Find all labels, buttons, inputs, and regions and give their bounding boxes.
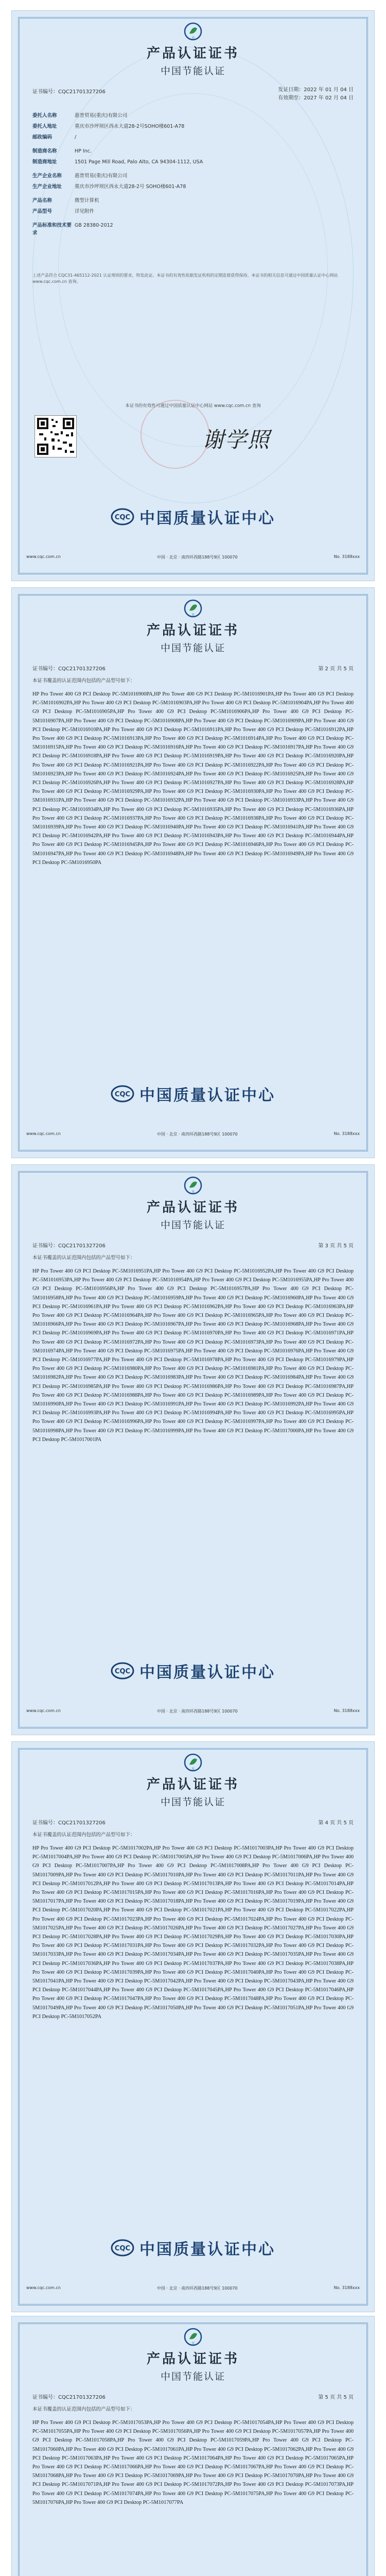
cqc-logo-icon	[111, 507, 134, 526]
page-subtitle: 中国节能认证	[160, 65, 225, 77]
svg-text:CQC: CQC	[114, 2245, 131, 2252]
cqc-logo-icon	[111, 1084, 134, 1103]
model-list: HP Pro Tower 400 G9 PCI Desktop PC-5M1016900PA,HP Pro Tower 400 G9 PCI Desktop PC-5M1016901PA,HP Pro Tower 400 G9 PCI Desktop PC-5M1016902PA,HP Pro Tower 400 G9 PCI Desktop PC-5M1016903PA,HP Pro Tower 400 G9 PCI Desktop PC-5M1016904PA,HP Pro Tower 400 G9 PCI Desktop PC-5M1016905PA,HP Pro Tower 400 G9 PCI Desktop PC-5M1016906PA,HP Pro Tower 400 G9 PCI Desktop PC-5M1016907PA,HP Pro Tower 400 G9 PCI Desktop PC-5M1016908PA,HP Pro Tower 400 G9 PCI Desktop PC-5M1016909PA,HP Pro Tower 400 G9 PCI Desktop PC-5M1016910PA,HP Pro Tower 400 G9 PCI Desktop PC-5M1016911PA,HP Pro Tower 400 G9 PCI Desktop PC-5M1016912PA,HP Pro Tower 400 G9 PCI Desktop PC-5M1016913PA,HP Pro Tower 400 G9 PCI Desktop PC-5M1016914PA,HP Pro Tower 400 G9 PCI Desktop PC-5M1016915PA,HP Pro Tower 400 G9 PCI Desktop PC-5M1016916PA,HP Pro Tower 400 G9 PCI Desktop PC-5M1016917PA,HP Pro Tower 400 G9 PCI Desktop PC-5M1016918PA,HP Pro Tower 400 G9 PCI Desktop PC-5M1016919PA,HP Pro Tower 400 G9 PCI Desktop PC-5M1016920PA,HP Pro Tower 400 G9 PCI Desktop PC-5M1016921PA,HP Pro Tower 400 G9 PCI Desktop PC-5M1016922PA,HP Pro Tower 400 G9 PCI Desktop PC-5M1016923PA,HP Pro Tower 400 G9 PCI Desktop PC-5M1016924PA,HP Pro Tower 400 G9 PCI Desktop PC-5M1016925PA,HP Pro Tower 400 G9 PCI Desktop PC-5M1016926PA,HP Pro Tower 400 G9 PCI Desktop PC-5M1016927PA,HP Pro Tower 400 G9 PCI Desktop PC-5M1016928PA,HP Pro Tower 400 G9 PCI Desktop PC-5M1016929PA,HP Pro Tower 400 G9 PCI Desktop PC-5M1016930PA,HP Pro Tower 400 G9 PCI Desktop PC-5M1016931PA,HP Pro Tower 400 G9 PCI Desktop PC-5M1016932PA,HP Pro Tower 400 G9 PCI Desktop PC-5M1016933PA,HP Pro Tower 400 G9 PCI Desktop PC-5M1016934PA,HP Pro Tower 400 G9 PCI Desktop PC-5M1016935PA,HP Pro Tower 400 G9 PCI Desktop PC-5M1016936PA,HP Pro Tower 400 G9 PCI Desktop PC-5M1016937PA,HP Pro Tower 400 G9 PCI Desktop PC-5M1016938PA,HP Pro Tower 400 G9 PCI Desktop PC-5M1016939PA,HP Pro Tower 400 G9 PCI Desktop PC-5M1016940PA,HP Pro Tower 400 G9 PCI Desktop PC-5M1016941PA,HP Pro Tower 400 G9 PCI Desktop PC-5M1016942PA,HP Pro Tower 400 G9 PCI Desktop PC-5M1016943PA,HP Pro Tower 400 G9 PCI Desktop PC-5M1016944PA,HP Pro Tower 400 G9 PCI Desktop PC-5M1016945PA,HP Pro Tower 400 G9 PCI Desktop PC-5M1016946PA,HP Pro Tower 400 G9 PCI Desktop PC-5M1016947PA,HP Pro Tower 400 G9 PCI Desktop PC-5M1016948PA,HP Pro Tower 400 G9 PCI Desktop PC-5M1016949PA,HP Pro Tower 400 G9 PCI Desktop PC-5M1016950PA	[32, 691, 354, 866]
page-footer	[26, 2285, 360, 2291]
footer-website: www.cqc.com.cn	[26, 1708, 61, 1713]
issue-date	[278, 86, 354, 94]
page-number: 第 4 页 共 5 页	[318, 1820, 354, 1826]
field-value: HP Inc.	[75, 148, 92, 154]
certificate-number	[32, 1241, 106, 1249]
certificate-page-4	[11, 1741, 375, 2312]
page-title: 产品认证证书	[146, 2351, 239, 2367]
footer-serial: No. 3188xxx	[334, 1131, 360, 1136]
certificate-number-value: CQC21701327206	[58, 89, 106, 95]
field-value: 微型计算机	[75, 198, 99, 204]
field-label: 生产企业地址	[32, 184, 62, 190]
cqc-brand	[12, 1658, 374, 1683]
official-seal	[141, 400, 209, 469]
certificate-number-label: 证书编号：	[32, 1820, 58, 1826]
field-value: 重庆市沙坪坝区西永大道28-2号SOHO楼601-A78	[75, 124, 185, 129]
model-list: HP Pro Tower 400 G9 PCI Desktop PC-5M1016951PA,HP Pro Tower 400 G9 PCI Desktop PC-5M1016952PA,HP Pro Tower 400 G9 PCI Desktop PC-5M1016953PA,HP Pro Tower 400 G9 PCI Desktop PC-5M1016954PA,HP Pro Tower 400 G9 PCI Desktop PC-5M1016955PA,HP Pro Tower 400 G9 PCI Desktop PC-5M1016956PA,HP Pro Tower 400 G9 PCI Desktop PC-5M1016957PA,HP Pro Tower 400 G9 PCI Desktop PC-5M1016958PA,HP Pro Tower 400 G9 PCI Desktop PC-5M1016959PA,HP Pro Tower 400 G9 PCI Desktop PC-5M1016960PA,HP Pro Tower 400 G9 PCI Desktop PC-5M1016961PA,HP Pro Tower 400 G9 PCI Desktop PC-5M1016962PA,HP Pro Tower 400 G9 PCI Desktop PC-5M1016963PA,HP Pro Tower 400 G9 PCI Desktop PC-5M1016964PA,HP Pro Tower 400 G9 PCI Desktop PC-5M1016965PA,HP Pro Tower 400 G9 PCI Desktop PC-5M1016966PA,HP Pro Tower 400 G9 PCI Desktop PC-5M1016967PA,HP Pro Tower 400 G9 PCI Desktop PC-5M1016968PA,HP Pro Tower 400 G9 PCI Desktop PC-5M1016969PA,HP Pro Tower 400 G9 PCI Desktop PC-5M1016970PA,HP Pro Tower 400 G9 PCI Desktop PC-5M1016971PA,HP Pro Tower 400 G9 PCI Desktop PC-5M1016972PA,HP Pro Tower 400 G9 PCI Desktop PC-5M1016973PA,HP Pro Tower 400 G9 PCI Desktop PC-5M1016974PA,HP Pro Tower 400 G9 PCI Desktop PC-5M1016975PA,HP Pro Tower 400 G9 PCI Desktop PC-5M1016976PA,HP Pro Tower 400 G9 PCI Desktop PC-5M1016977PA,HP Pro Tower 400 G9 PCI Desktop PC-5M1016978PA,HP Pro Tower 400 G9 PCI Desktop PC-5M1016979PA,HP Pro Tower 400 G9 PCI Desktop PC-5M1016980PA,HP Pro Tower 400 G9 PCI Desktop PC-5M1016981PA,HP Pro Tower 400 G9 PCI Desktop PC-5M1016982PA,HP Pro Tower 400 G9 PCI Desktop PC-5M1016983PA,HP Pro Tower 400 G9 PCI Desktop PC-5M1016984PA,HP Pro Tower 400 G9 PCI Desktop PC-5M1016985PA,HP Pro Tower 400 G9 PCI Desktop PC-5M1016986PA,HP Pro Tower 400 G9 PCI Desktop PC-5M1016987PA,HP Pro Tower 400 G9 PCI Desktop PC-5M1016988PA,HP Pro Tower 400 G9 PCI Desktop PC-5M1016989PA,HP Pro Tower 400 G9 PCI Desktop PC-5M1016990PA,HP Pro Tower 400 G9 PCI Desktop PC-5M1016991PA,HP Pro Tower 400 G9 PCI Desktop PC-5M1016992PA,HP Pro Tower 400 G9 PCI Desktop PC-5M1016993PA,HP Pro Tower 400 G9 PCI Desktop PC-5M1016994PA,HP Pro Tower 400 G9 PCI Desktop PC-5M1016995PA,HP Pro Tower 400 G9 PCI Desktop PC-5M1016996PA,HP Pro Tower 400 G9 PCI Desktop PC-5M1016997PA,HP Pro Tower 400 G9 PCI Desktop PC-5M1016998PA,HP Pro Tower 400 G9 PCI Desktop PC-5M1016999PA,HP Pro Tower 400 G9 PCI Desktop PC-5M1017000PA,HP Pro Tower 400 G9 PCI Desktop PC-5M1017001PA	[32, 1268, 354, 1443]
footer-serial: No. 3188xxx	[334, 2285, 360, 2290]
field-row	[32, 222, 354, 237]
footer-serial: No. 3188xxx	[334, 554, 360, 559]
certificate-number-label: 证书编号：	[32, 1243, 58, 1249]
certificate-footnote: 上述产品符合 CQC31-465112-2021 认证规则的要求，特发此证。本证书的有效性依据发证机构的定期监督获得保持。本证书的相关信息可通过中国质量认证中心网站 www.cqc.com.cn 查询。	[32, 273, 338, 284]
page-subtitle: 中国节能认证	[160, 1219, 225, 1231]
expire-date	[278, 94, 354, 103]
cqc-brand	[12, 504, 374, 529]
footer-website: www.cqc.com.cn	[26, 1131, 61, 1136]
brand-name: 中国质量认证中心	[139, 2241, 275, 2259]
footer-address: 中国 · 北京 · 南四环西路188号9区 100070	[156, 1132, 238, 1137]
certificate-number-label: 证书编号：	[32, 666, 58, 672]
page-number: 第 3 页 共 5 页	[318, 1243, 354, 1249]
certificate-page-3	[11, 1164, 375, 1735]
certificate-number-label: 证书编号：	[32, 2395, 58, 2400]
energy-saving-logo-icon	[184, 2328, 202, 2346]
certificate-number-value: CQC21701327206	[58, 2395, 106, 2400]
footer-website: www.cqc.com.cn	[26, 554, 61, 559]
field-value: 详见附件	[75, 209, 95, 214]
field-label: 委托人地址	[32, 124, 57, 129]
field-row	[32, 123, 354, 130]
field-value: /	[75, 134, 77, 140]
certificate-number-value: CQC21701327206	[58, 1820, 106, 1826]
field-value: 1501 Page Mill Road, Palo Alto, CA 94304-1112, USA	[75, 159, 203, 165]
model-list-intro: 本证书覆盖的认证范围内包括的产品型号如下：	[32, 678, 135, 684]
energy-saving-logo-icon	[184, 599, 202, 618]
issue-date-label: 发证日期：	[278, 87, 304, 93]
page-subtitle: 中国节能认证	[160, 1797, 225, 1808]
model-list: HP Pro Tower 400 G9 PCI Desktop PC-5M1017002PA,HP Pro Tower 400 G9 PCI Desktop PC-5M1017003PA,HP Pro Tower 400 G9 PCI Desktop PC-5M1017004PA,HP Pro Tower 400 G9 PCI Desktop PC-5M1017005PA,HP Pro Tower 400 G9 PCI Desktop PC-5M1017006PA,HP Pro Tower 400 G9 PCI Desktop PC-5M1017007PA,HP Pro Tower 400 G9 PCI Desktop PC-5M1017008PA,HP Pro Tower 400 G9 PCI Desktop PC-5M1017009PA,HP Pro Tower 400 G9 PCI Desktop PC-5M1017010PA,HP Pro Tower 400 G9 PCI Desktop PC-5M1017011PA,HP Pro Tower 400 G9 PCI Desktop PC-5M1017012PA,HP Pro Tower 400 G9 PCI Desktop PC-5M1017013PA,HP Pro Tower 400 G9 PCI Desktop PC-5M1017014PA,HP Pro Tower 400 G9 PCI Desktop PC-5M1017015PA,HP Pro Tower 400 G9 PCI Desktop PC-5M1017016PA,HP Pro Tower 400 G9 PCI Desktop PC-5M1017017PA,HP Pro Tower 400 G9 PCI Desktop PC-5M1017018PA,HP Pro Tower 400 G9 PCI Desktop PC-5M1017019PA,HP Pro Tower 400 G9 PCI Desktop PC-5M1017020PA,HP Pro Tower 400 G9 PCI Desktop PC-5M1017021PA,HP Pro Tower 400 G9 PCI Desktop PC-5M1017022PA,HP Pro Tower 400 G9 PCI Desktop PC-5M1017023PA,HP Pro Tower 400 G9 PCI Desktop PC-5M1017024PA,HP Pro Tower 400 G9 PCI Desktop PC-5M1017025PA,HP Pro Tower 400 G9 PCI Desktop PC-5M1017026PA,HP Pro Tower 400 G9 PCI Desktop PC-5M1017027PA,HP Pro Tower 400 G9 PCI Desktop PC-5M1017028PA,HP Pro Tower 400 G9 PCI Desktop PC-5M1017029PA,HP Pro Tower 400 G9 PCI Desktop PC-5M1017030PA,HP Pro Tower 400 G9 PCI Desktop PC-5M1017031PA,HP Pro Tower 400 G9 PCI Desktop PC-5M1017032PA,HP Pro Tower 400 G9 PCI Desktop PC-5M1017033PA,HP Pro Tower 400 G9 PCI Desktop PC-5M1017034PA,HP Pro Tower 400 G9 PCI Desktop PC-5M1017035PA,HP Pro Tower 400 G9 PCI Desktop PC-5M1017036PA,HP Pro Tower 400 G9 PCI Desktop PC-5M1017037PA,HP Pro Tower 400 G9 PCI Desktop PC-5M1017038PA,HP Pro Tower 400 G9 PCI Desktop PC-5M1017039PA,HP Pro Tower 400 G9 PCI Desktop PC-5M1017040PA,HP Pro Tower 400 G9 PCI Desktop PC-5M1017041PA,HP Pro Tower 400 G9 PCI Desktop PC-5M1017042PA,HP Pro Tower 400 G9 PCI Desktop PC-5M1017043PA,HP Pro Tower 400 G9 PCI Desktop PC-5M1017044PA,HP Pro Tower 400 G9 PCI Desktop PC-5M1017045PA,HP Pro Tower 400 G9 PCI Desktop PC-5M1017046PA,HP Pro Tower 400 G9 PCI Desktop PC-5M1017047PA,HP Pro Tower 400 G9 PCI Desktop PC-5M1017048PA,HP Pro Tower 400 G9 PCI Desktop PC-5M1017049PA,HP Pro Tower 400 G9 PCI Desktop PC-5M1017050PA,HP Pro Tower 400 G9 PCI Desktop PC-5M1017051PA,HP Pro Tower 400 G9 PCI Desktop PC-5M1017052PA	[32, 1845, 354, 2020]
model-list-intro: 本证书覆盖的认证范围内包括的产品型号如下：	[32, 1255, 135, 1261]
cqc-brand	[12, 2235, 374, 2260]
certificate-number	[32, 1818, 106, 1826]
certificate-fields	[32, 112, 354, 240]
page-footer	[26, 1131, 360, 1137]
field-label: 生产企业名称	[32, 173, 62, 179]
field-label: 制造商名称	[32, 148, 57, 154]
field-row	[32, 183, 354, 191]
page-title: 产品认证证书	[146, 1200, 239, 1215]
cqc-logo-icon	[111, 2239, 134, 2257]
page-title: 产品认证证书	[146, 1777, 239, 1792]
svg-text:CQC: CQC	[114, 1668, 131, 1675]
issue-date-value: 2022 年 01 月 04 日	[304, 87, 354, 93]
svg-text:CQC: CQC	[114, 514, 131, 521]
certificate-page-2	[11, 587, 375, 1158]
cqc-brand	[12, 1081, 374, 1106]
page-footer	[26, 554, 360, 560]
svg-text:节: 节	[191, 614, 195, 617]
field-row	[32, 197, 354, 205]
certificate-dates	[278, 86, 354, 103]
cqc-logo-icon	[111, 1662, 134, 1680]
model-list-intro: 本证书覆盖的认证范围内包括的产品型号如下：	[32, 2406, 135, 2412]
brand-name: 中国质量认证中心	[139, 510, 275, 528]
model-list-intro: 本证书覆盖的认证范围内包括的产品型号如下：	[32, 1832, 135, 1838]
energy-saving-logo-icon	[184, 1753, 202, 1772]
field-value: 惠普贸易(重庆)有限公司	[75, 173, 128, 179]
field-value: GB 28380-2012	[75, 223, 113, 228]
footer-serial: No. 3188xxx	[334, 1708, 360, 1713]
svg-text:节: 节	[191, 37, 195, 40]
field-row	[32, 133, 354, 141]
page-subtitle: 中国节能认证	[160, 2371, 225, 2382]
certificate-number	[32, 87, 106, 95]
certificate-page-5	[11, 2316, 375, 2576]
page-number: 第 2 页 共 5 页	[318, 666, 354, 672]
footer-address: 中国 · 北京 · 南四环西路188号9区 100070	[156, 1709, 238, 1714]
energy-saving-logo-icon	[184, 1176, 202, 1195]
footer-website: www.cqc.com.cn	[26, 2285, 61, 2290]
expire-date-label: 有效期至：	[278, 95, 304, 101]
brand-name: 中国质量认证中心	[139, 1087, 275, 1105]
footer-address: 中国 · 北京 · 南四环西路188号9区 100070	[156, 555, 238, 560]
model-list: HP Pro Tower 400 G9 PCI Desktop PC-5M1017053PA,HP Pro Tower 400 G9 PCI Desktop PC-5M1017054PA,HP Pro Tower 400 G9 PCI Desktop PC-5M1017055PA,HP Pro Tower 400 G9 PCI Desktop PC-5M1017056PA,HP Pro Tower 400 G9 PCI Desktop PC-5M1017057PA,HP Pro Tower 400 G9 PCI Desktop PC-5M1017058PA,HP Pro Tower 400 G9 PCI Desktop PC-5M1017059PA,HP Pro Tower 400 G9 PCI Desktop PC-5M1017060PA,HP Pro Tower 400 G9 PCI Desktop PC-5M1017061PA,HP Pro Tower 400 G9 PCI Desktop PC-5M1017062PA,HP Pro Tower 400 G9 PCI Desktop PC-5M1017063PA,HP Pro Tower 400 G9 PCI Desktop PC-5M1017064PA,HP Pro Tower 400 G9 PCI Desktop PC-5M1017065PA,HP Pro Tower 400 G9 PCI Desktop PC-5M1017066PA,HP Pro Tower 400 G9 PCI Desktop PC-5M1017067PA,HP Pro Tower 400 G9 PCI Desktop PC-5M1017068PA,HP Pro Tower 400 G9 PCI Desktop PC-5M1017069PA,HP Pro Tower 400 G9 PCI Desktop PC-5M1017070PA,HP Pro Tower 400 G9 PCI Desktop PC-5M1017071PA,HP Pro Tower 400 G9 PCI Desktop PC-5M1017072PA,HP Pro Tower 400 G9 PCI Desktop PC-5M1017073PA,HP Pro Tower 400 G9 PCI Desktop PC-5M1017074PA,HP Pro Tower 400 G9 PCI Desktop PC-5M1017075PA,HP Pro Tower 400 G9 PCI Desktop PC-5M1017076PA,HP Pro Tower 400 G9 PCI Desktop PC-5M1017077PA	[32, 2420, 354, 2505]
page-footer	[26, 1708, 360, 1714]
expire-date-value: 2027 年 02 月 04 日	[304, 95, 354, 101]
field-value: 重庆市沙坪坝区西永大道28-2号 SOHO楼601-A78	[75, 184, 186, 190]
field-row	[32, 208, 354, 215]
certificate-number	[32, 664, 106, 672]
signature: 谢学照	[202, 427, 271, 452]
certificate-number-value: CQC21701327206	[58, 666, 106, 672]
svg-text:节: 节	[191, 1768, 195, 1771]
field-label: 委托人名称	[32, 113, 57, 118]
qr-code-icon	[34, 415, 77, 457]
field-label: 产品标准和技术要求	[32, 223, 72, 236]
field-row	[32, 172, 354, 180]
field-label: 邮政编码	[32, 134, 52, 140]
certificate-number-label: 证书编号：	[32, 89, 58, 95]
page-title: 产品认证证书	[146, 46, 239, 61]
certificate-page-1	[11, 10, 375, 581]
certificate-number-value: CQC21701327206	[58, 1243, 106, 1249]
svg-text:CQC: CQC	[114, 1091, 131, 1098]
verification-note: 本证书的有效性可通过中国质量认证中心网站 www.cqc.com.cn 查询	[125, 403, 261, 409]
svg-text:节: 节	[191, 2342, 195, 2346]
field-row	[32, 158, 354, 166]
footer-address: 中国 · 北京 · 南四环西路188号9区 100070	[156, 2286, 238, 2291]
field-row	[32, 112, 354, 120]
field-label: 产品型号	[32, 209, 52, 214]
svg-text:节: 节	[191, 1191, 195, 1194]
field-label: 产品名称	[32, 198, 52, 204]
energy-saving-logo-icon	[184, 22, 202, 41]
field-label: 制造商地址	[32, 159, 57, 165]
page-title: 产品认证证书	[146, 623, 239, 638]
field-value: 惠普贸易(重庆)有限公司	[75, 113, 128, 118]
brand-name: 中国质量认证中心	[139, 1664, 275, 1682]
page-number: 第 5 页 共 5 页	[318, 2395, 354, 2400]
page-subtitle: 中国节能认证	[160, 642, 225, 654]
certificate-number	[32, 2393, 106, 2400]
field-row	[32, 147, 354, 155]
